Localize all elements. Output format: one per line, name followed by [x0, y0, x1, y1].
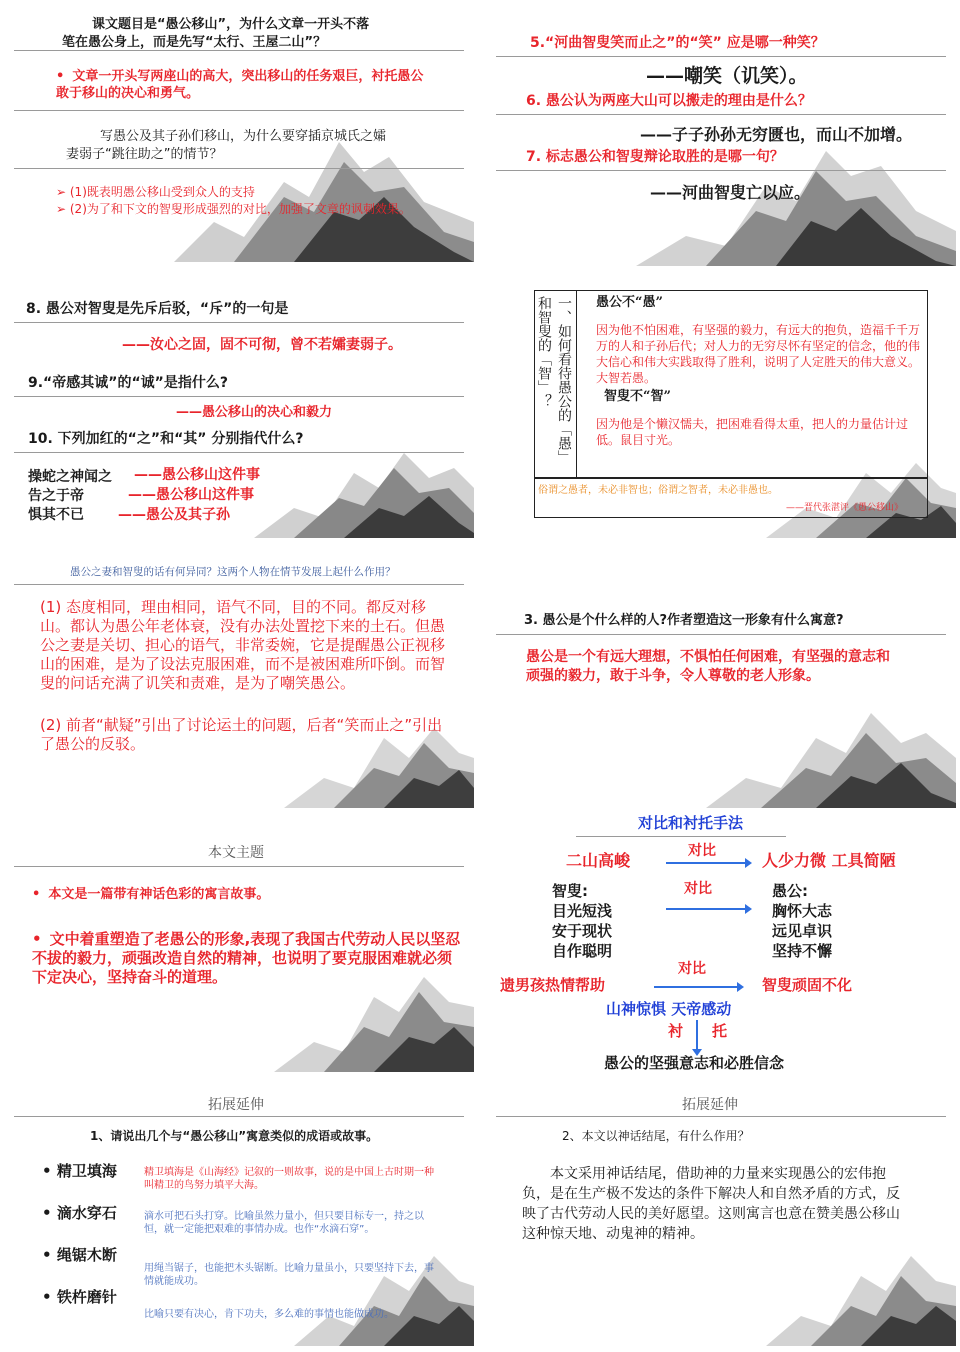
bullet-icon: • [42, 1288, 57, 1306]
idiom-1-desc: 精卫填海是《山海经》记叙的一则故事，说的是中国上古时期一种叫精卫的鸟努力填平大海。 [144, 1167, 434, 1191]
heading-yugong: 愚公不“愚” [596, 295, 663, 310]
divider [496, 634, 946, 635]
question-8: 8. 愚公对智叟是先斥后驳，“斥”的一句是 [26, 301, 289, 317]
slide-title: 拓展延伸 [208, 1097, 264, 1113]
idiom-4-desc: 比喻只要有决心，肯下功夫，多么难的事情也能做成功。 [144, 1309, 394, 1320]
idiom-2-desc: 滴水可把石头打穿。比喻虽然力量小，但只要目标专一，持之以恒，就一定能把艰难的事情办成。也作“水滴石穿”。 [144, 1211, 424, 1235]
theme-point-2: • 文中着重塑造了老愚公的形象,表现了我国古代劳动人民以坚忍不拔的毅力，顽强改造自然的精神，也说明了要克服困难就必须下定决心，坚持奋斗的道理。 [32, 930, 462, 987]
right-people: 人少力微 工具简陋 [762, 851, 896, 870]
bullet-icon: • [42, 1204, 57, 1222]
zhisou-trait-3: 自作聪明 [552, 942, 613, 960]
answer-6: ——子子孙孙无穷匮也，而山不加增。 [640, 125, 913, 144]
bullet-icon: • [42, 1162, 57, 1180]
phrase-2-answer: ——愚公移山这件事 [128, 487, 254, 503]
chen-label: 衬 [668, 1022, 684, 1040]
yugong-trait-1: 胸怀大志 [772, 902, 833, 920]
question: 2、本文以神话结尾，有什么作用？ [562, 1129, 750, 1143]
slide-questions-8-10 [4, 278, 474, 542]
slide-extension-idioms [4, 1086, 474, 1350]
heading-zhisou: 智叟不“智” [604, 389, 671, 404]
divider [14, 396, 464, 397]
slide-yugong-zhisou-view [486, 278, 956, 542]
answer-5: ——嘲笑（讥笑）。 [646, 65, 808, 87]
answer-help-2: ➢ (2)为了和下文的智叟形成强烈的对比，加强了文章的讽刺效果。 [56, 202, 411, 216]
arrow-down-icon [696, 1020, 698, 1050]
divider [14, 322, 464, 323]
left-mountains: 二山高峻 [566, 851, 631, 870]
phrase-3-answer: ——愚公及其子孙 [118, 507, 230, 523]
idiom-3: • 绳锯木断 [42, 1246, 117, 1264]
arrow-bullet-icon: ➢ [56, 202, 70, 216]
slide-title: 拓展延伸 [682, 1097, 738, 1113]
para-yugong: 因为他不怕困难，有坚强的毅力，有远大的抱负，造福千千万万的人和子孙后代；对人力的无穷尽怀有坚定的信念，他的伟大信心和伟大实践取得了胜利，说明了人定胜天的伟大意义。大智若愚。 [596, 323, 921, 385]
contrast-label-1: 对比 [688, 843, 716, 859]
phrase-1-answer: ——愚公移山这件事 [134, 467, 260, 483]
divider [14, 452, 464, 453]
tuo-label: 托 [712, 1022, 728, 1040]
zhisou-trait-2: 安于现状 [552, 922, 613, 940]
answer-8: ——汝心之固，固不可彻，曾不若孀妻弱子。 [122, 337, 402, 353]
quote-source: ——晋代张湛评《愚公移山》 [786, 503, 904, 513]
idiom-3-desc: 用绳当锯子，也能把木头锯断。比喻力量虽小，只要坚持下去，事情就能成功。 [144, 1263, 434, 1287]
ink-mountain-icon [706, 688, 956, 808]
side-question-col1: 一、如何看待愚公的「愚」 [556, 296, 572, 464]
question-6: 6. 愚公认为两座大山可以搬走的理由是什么？ [526, 93, 812, 109]
ink-mountain-icon [766, 1236, 956, 1346]
question: 3. 愚公是个什么样的人?作者塑造这一形象有什么寓意? [524, 613, 844, 628]
divider [496, 1116, 946, 1117]
answer-title: • 文章一开头写两座山的高大，突出移山的任务艰巨，衬托愚公敢于移山的决心和勇气。 [56, 68, 426, 102]
bullet-icon: • [42, 1246, 57, 1264]
conclusion: 愚公的坚强意志和必胜信念 [604, 1054, 785, 1072]
arrow-right-icon [654, 986, 738, 988]
question-9: 9.“帝感其诚”的“诚”是指什么? [28, 375, 228, 391]
idiom-1: • 精卫填海 [42, 1162, 117, 1180]
answer: 愚公是一个有远大理想，不惧怕任何困难，有坚强的意志和顽强的毅力，敢于斗争，令人尊敬的老人形象。 [526, 649, 890, 684]
divider [496, 56, 946, 57]
question-title-line1: 课文题目是“愚公移山”，为什么文章一开头不落 [92, 17, 370, 32]
slide-wife-vs-zhisou [4, 548, 474, 812]
yugong-trait-3: 坚持不懈 [772, 942, 833, 960]
yugong-name: 愚公: [772, 882, 808, 900]
divider [496, 170, 946, 171]
question: 1、请说出几个与“愚公移山”寓意类似的成语或故事。 [90, 1129, 379, 1143]
para-zhisou: 因为他是个懒汉懦夫，把困难看得太重，把人的力量估计过低。鼠目寸光。 [596, 417, 909, 447]
answer-2: (2) 前者“献疑”引出了讨论运土的问题，后者“笑而止之”引出了愚公的反驳。 [40, 716, 443, 753]
contrast-label-2: 对比 [684, 881, 712, 897]
question-7: 7. 标志愚公和智叟辩论取胜的是哪一句？ [526, 149, 784, 165]
zhisou-name: 智叟: [552, 882, 588, 900]
diagram-title: 对比和衬托手法 [638, 814, 744, 832]
phrase-2: 告之于帝 [28, 488, 84, 504]
contrast-label-3: 对比 [678, 961, 706, 977]
divider [496, 114, 946, 115]
gods-moved: 山神惊惧 天帝感动 [606, 1000, 732, 1018]
boy-help: 遗男孩热情帮助 [500, 976, 606, 994]
zhisou-trait-1: 目光短浅 [552, 902, 613, 920]
question-10: 10. 下列加红的“之”和“其” 分别指代什么? [28, 431, 304, 447]
zhisou-stubborn: 智叟顽固不化 [762, 976, 853, 994]
slide-theme [4, 812, 474, 1076]
phrase-1: 操蛇之神闻之 [28, 469, 112, 485]
column-divider [576, 290, 577, 478]
ink-mountain-icon [174, 102, 474, 262]
divider [14, 110, 464, 111]
slide-title: 本文主题 [208, 845, 264, 861]
yugong-trait-2: 远见卓识 [772, 922, 833, 940]
phrase-3: 惧其不已 [28, 507, 84, 523]
question-help-line2: 妻弱子“跳往助之”的情节？ [66, 147, 223, 162]
idiom-4: • 铁杵磨针 [42, 1288, 117, 1306]
question-title-line2: 笔在愚公身上，而是先写“太行、王屋二山”？ [62, 35, 327, 50]
answer-9: ——愚公移山的决心和毅力 [176, 405, 333, 420]
divider [14, 866, 464, 867]
divider [14, 168, 464, 169]
divider [14, 1116, 464, 1117]
arrow-right-icon [666, 862, 746, 864]
answer: 本文采用神话结尾，借助神的力量来实现愚公的宏伟抱负，是在生产极不发达的条件下解决人和自然矛盾的方式，反映了古代劳动人民的美好愿望。这则寓言也意在赞美愚公移山这种惊天地、动鬼神的精神。 [522, 1166, 900, 1242]
arrow-bullet-icon: ➢ [56, 185, 70, 199]
divider [576, 836, 786, 837]
question-5: 5.“河曲智叟笑而止之”的“笑” 应是哪一种笑？ [530, 35, 825, 51]
ink-mountain-icon [294, 1236, 474, 1346]
slide-title-question [4, 6, 474, 270]
question-help-line1: 写愚公及其子孙们移山，为什么要穿插京城氏之孀 [100, 129, 387, 144]
quote-text: 俗谓之愚者，未必非智也；俗谓之智者，未必非愚也。 [538, 485, 778, 496]
question: 愚公之妻和智叟的话有何异同？这两个人物在情节发展上起什么作用？ [70, 566, 396, 578]
arrow-right-icon [666, 908, 746, 910]
side-question-col2: 和智叟的「智」？ [536, 296, 552, 408]
slide-yugong-character [486, 548, 956, 812]
slide-questions-5-7 [486, 6, 956, 270]
divider [14, 584, 464, 585]
answer-7: ——河曲智叟亡以应。 [650, 183, 811, 202]
answer-help-1: ➢ (1)既表明愚公移山受到众人的支持 [56, 185, 255, 199]
idiom-2: • 滴水穿石 [42, 1204, 117, 1222]
slide-contrast-diagram [486, 812, 956, 1076]
slide-extension-ending [486, 1086, 956, 1350]
theme-point-1: • 本文是一篇带有神话色彩的寓言故事。 [32, 886, 452, 903]
answer-1: (1) 态度相同，理由相同，语气不同，目的不同。都反对移山。都认为愚公年老体衰，没有办法处置挖下来的土石。但愚公之妻是关切、担心的语气，非常委婉，它是提醒愚公正视移山的困难，是为了设法克服困难，而不是被困难所吓倒。而智叟的问话充满了讥笑和责难，是为了嘲笑愚公。 [40, 598, 446, 692]
